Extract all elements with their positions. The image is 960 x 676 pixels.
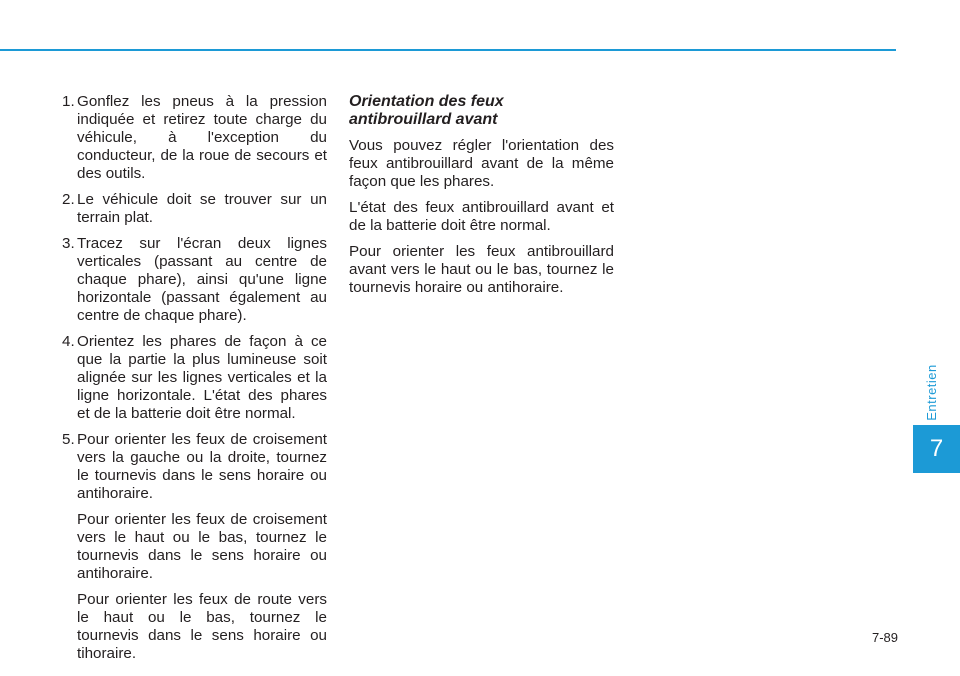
step-item [62,191,327,227]
step-text: Gonflez les pneus à la pression indiquée et retirez toute charge du véhicule, à l'exception du conducteur, de la roue de secours et des outils. [77,93,327,182]
left-column [62,93,327,671]
step-number: 4. [62,333,75,350]
procedure-steps [62,93,327,503]
section-label [921,360,941,424]
step-item [62,93,327,183]
step-5-high-beam: Pour orienter les feux de route vers le haut ou le bas, tournez le tournevis dans le sens horaire ou tihoraire. [77,591,327,662]
section-heading [349,93,614,129]
heading-line-2: antibrouillard avant [349,111,498,128]
page-number: 7-89 [871,630,898,645]
step-text: Le véhicule doit se trouver sur un terrain plat. [77,191,327,226]
step-item [62,431,327,503]
chapter-number: 7 [929,435,944,462]
step-number: 5. [62,431,75,448]
step-number: 1. [62,93,75,110]
step-item [62,235,327,325]
step-text: Orientez les phares de façon à ce que la partie la plus lumineuse soit alignée sur les lignes verticales et la ligne horizontale. L'état des phares et de la batterie doit être normal. [77,333,327,422]
header-rule [0,49,896,51]
step-item [62,333,327,423]
heading-line-1: Orientation des feux [349,93,504,110]
right-column [349,93,614,305]
section-label-text: Entretien [923,363,939,421]
paragraph: Pour orienter les feux antibrouillard avant vers le haut ou le bas, tournez le tournevis horaire ou antihoraire. [349,243,614,296]
paragraph: L'état des feux antibrouillard avant et de la batterie doit être normal. [349,199,614,234]
chapter-tab [913,425,960,473]
step-number: 3. [62,235,75,252]
step-text: Pour orienter les feux de croisement vers la gauche ou la droite, tournez le tournevis dans le sens horaire ou antihoraire. [77,431,327,502]
step-5-low-beam-vertical: Pour orienter les feux de croisement vers le haut ou le bas, tournez le tournevis dans le sens horaire ou antihoraire. [77,511,327,582]
step-text: Tracez sur l'écran deux lignes verticales (passant au centre de chaque phare), ainsi qu'une ligne horizontale (passant également au centre de chaque phare). [77,235,327,324]
step-number: 2. [62,191,75,208]
paragraph: Vous pouvez régler l'orientation des feux antibrouillard avant de la même façon que les phares. [349,137,614,190]
